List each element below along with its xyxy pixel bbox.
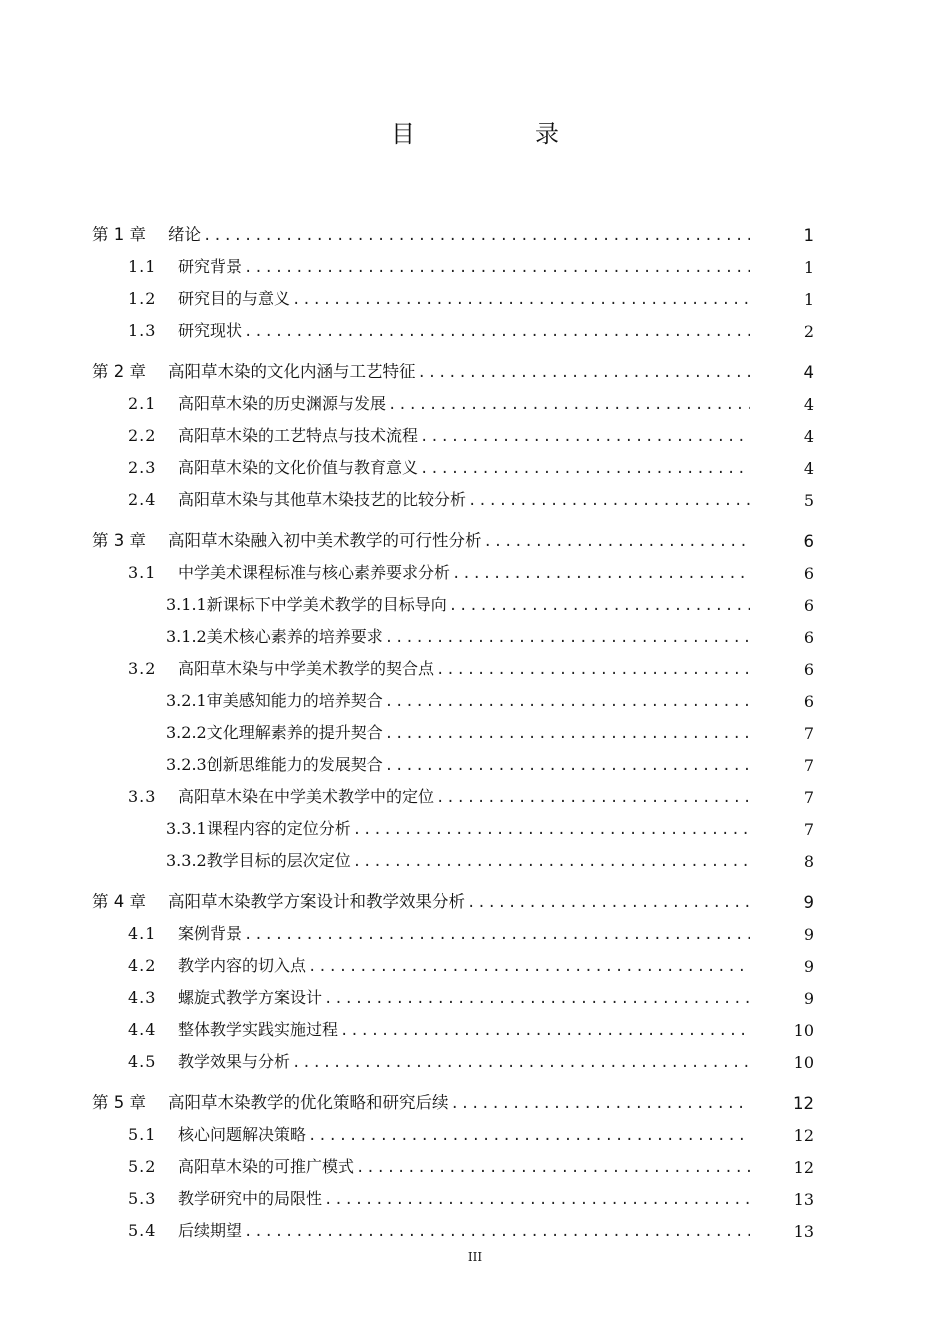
- toc-entry-text: 整体教学实践实施过程: [178, 1020, 339, 1039]
- toc-entry-label: [0, 888, 465, 912]
- toc-entry-label: [0, 358, 416, 382]
- toc-entry-text: 高阳草木染融入初中美术教学的可行性分析: [168, 531, 482, 550]
- toc-entry-text: 高阳草木染与其他草木染技艺的比较分析: [178, 490, 467, 509]
- toc-entry-text: 螺旋式教学方案设计: [178, 988, 323, 1007]
- toc-entry-number: 5.1: [128, 1125, 157, 1144]
- toc-section-entry[interactable]: [0, 557, 950, 583]
- toc-entry-page: [754, 692, 950, 711]
- toc-entry-page: [754, 788, 950, 807]
- toc-leader-dots: [468, 492, 750, 510]
- toc-leader-dots: [436, 661, 750, 679]
- toc-page-number: 6: [803, 564, 814, 583]
- toc-entry-number: 第 4 章: [92, 892, 146, 911]
- toc-entry-page: [754, 989, 950, 1008]
- toc-entry-number: 4.4: [128, 1020, 157, 1039]
- toc-entry-page: [754, 1158, 950, 1177]
- toc-entry-page: [754, 1190, 950, 1209]
- toc-page-number: 1: [803, 258, 814, 277]
- toc-leader-dots: [244, 259, 750, 277]
- toc-entry-page: [754, 1021, 950, 1040]
- toc-entry-text: 高阳草木染的工艺特点与技术流程: [178, 426, 419, 445]
- toc-leader-dots: [356, 1159, 750, 1177]
- toc-entry-page: [754, 427, 950, 446]
- toc-leader-dots: [292, 1054, 750, 1072]
- toc-leader-dots: [451, 1095, 751, 1113]
- toc-section-entry[interactable]: [0, 251, 950, 277]
- toc-entry-text: 高阳草木染与中学美术教学的契合点: [178, 659, 435, 678]
- toc-chapter-entry[interactable]: [0, 219, 950, 245]
- toc-entry-label: [0, 527, 482, 551]
- toc-leader-dots: [449, 597, 750, 615]
- toc-entry-label: [0, 1186, 322, 1209]
- toc-entry-number: 4.2: [128, 956, 157, 975]
- page-number-footer: III: [467, 1250, 483, 1264]
- toc-page-number: 10: [793, 1021, 814, 1040]
- toc-subsection-entry[interactable]: [0, 717, 950, 743]
- toc-entry-text: 研究目的与意义: [178, 289, 291, 308]
- toc-entry-number: 第 5 章: [92, 1093, 146, 1112]
- toc-entry-number: 3.1.2: [166, 627, 207, 646]
- toc-entry-text: 研究背景: [178, 257, 243, 276]
- toc-entry-number: 3.3.1: [166, 819, 207, 838]
- toc-entry-number: 3.1: [128, 563, 157, 582]
- toc-section-entry[interactable]: [0, 1014, 950, 1040]
- toc-entry-page: [754, 363, 950, 382]
- toc-entry-number: 第 3 章: [92, 531, 146, 550]
- toc-entry-number: 2.3: [128, 458, 157, 477]
- toc-entry-page: [754, 322, 950, 341]
- toc-entry-page: [754, 660, 950, 679]
- toc-entry-page: [754, 491, 950, 510]
- toc-entry-text: 教学目标的层次定位: [206, 851, 351, 870]
- toc-page-number: 6: [803, 532, 814, 551]
- toc-page-number: 10: [793, 1053, 814, 1072]
- toc-section-entry[interactable]: [0, 1119, 950, 1145]
- toc-entry-label: [0, 1154, 354, 1177]
- toc-entry-label: [0, 921, 242, 944]
- toc-leader-dots: [292, 291, 750, 309]
- toc-leader-dots: [418, 364, 751, 382]
- toc-subsection-entry[interactable]: [0, 813, 950, 839]
- toc-leader-dots: [244, 323, 750, 341]
- toc-section-entry[interactable]: [0, 950, 950, 976]
- toc-page-number: 6: [803, 628, 814, 647]
- toc-page-number: 4: [803, 427, 814, 446]
- toc-entry-text: 高阳草木染的文化价值与教育意义: [178, 458, 419, 477]
- toc-entry-page: [754, 756, 950, 775]
- toc-chapter-entry[interactable]: [0, 356, 950, 382]
- toc-entry-page: [754, 1094, 950, 1113]
- toc-leader-dots: [385, 693, 750, 711]
- toc-section-entry[interactable]: [0, 420, 950, 446]
- toc-page-number: 7: [803, 788, 814, 807]
- toc-page-number: 6: [803, 596, 814, 615]
- toc-entry-number: 1.1: [128, 257, 157, 276]
- toc-entry-label: [0, 1017, 338, 1040]
- toc-entry-label: [0, 391, 386, 414]
- toc-leader-dots: [420, 428, 750, 446]
- toc-entry-page: [754, 925, 950, 944]
- toc-entry-number: 3.3.2: [166, 851, 207, 870]
- toc-entry-text: 绪论: [168, 225, 201, 244]
- toc-entry-page: [754, 226, 950, 245]
- toc-subsection-entry[interactable]: [0, 685, 950, 711]
- toc-page-number: 7: [803, 756, 814, 775]
- toc-entry-text: 创新思维能力的发展契合: [206, 755, 383, 774]
- toc-entry-label: [0, 1089, 449, 1113]
- toc-entry-text: 审美感知能力的培养契合: [206, 691, 383, 710]
- toc-entry-page: [754, 1053, 950, 1072]
- toc-entry-number: 3.2.3: [166, 755, 207, 774]
- toc-page-number: 2: [803, 322, 814, 341]
- toc-entry-label: [0, 985, 322, 1008]
- toc-entry-number: 2.4: [128, 490, 157, 509]
- toc-entry-text: 高阳草木染的文化内涵与工艺特征: [168, 362, 416, 381]
- toc-page-number: 9: [803, 989, 814, 1008]
- toc-leader-dots: [244, 926, 750, 944]
- toc-entry-page: [754, 596, 950, 615]
- toc-page-number: 4: [803, 363, 814, 382]
- toc-entry-page: [754, 957, 950, 976]
- toc-entry-number: 4.1: [128, 924, 157, 943]
- toc-page-number: 4: [803, 395, 814, 414]
- toc-entry-label: [0, 560, 450, 583]
- toc-page-number: 6: [803, 660, 814, 679]
- toc-entry-label: [0, 1049, 290, 1072]
- toc-entry-label: [0, 656, 434, 679]
- toc-entry-text: 高阳草木染教学的优化策略和研究后续: [168, 1093, 449, 1112]
- toc-entry-page: [754, 258, 950, 277]
- toc-section-entry[interactable]: [0, 653, 950, 679]
- toc-entry-label: [0, 624, 383, 647]
- toc-entry-number: 2.2: [128, 426, 157, 445]
- toc-entry-label: [0, 254, 242, 277]
- toc-entry-label: [0, 487, 466, 510]
- toc-entry-label: [0, 286, 290, 309]
- toc-entry-page: [754, 628, 950, 647]
- toc-entry-label: [0, 953, 306, 976]
- toc-entry-label: [0, 1218, 242, 1241]
- toc-entry-page: [754, 564, 950, 583]
- toc-chapter-entry[interactable]: [0, 886, 950, 912]
- toc-entry-label: [0, 221, 201, 245]
- toc-entry-label: [0, 592, 447, 615]
- toc-entry-number: 4.3: [128, 988, 157, 1007]
- toc-entry-number: 3.1.1: [166, 595, 207, 614]
- toc-entry-number: 第 1 章: [92, 225, 146, 244]
- toc-section-entry[interactable]: [0, 452, 950, 478]
- toc-subsection-entry[interactable]: [0, 621, 950, 647]
- toc-leader-dots: [324, 1191, 750, 1209]
- toc-section-entry[interactable]: [0, 1151, 950, 1177]
- toc-entry-text: 美术核心素养的培养要求: [206, 627, 383, 646]
- toc-section-entry[interactable]: [0, 982, 950, 1008]
- toc-entry-label: [0, 720, 383, 743]
- toc-section-entry[interactable]: [0, 484, 950, 510]
- toc-leader-dots: [308, 1127, 750, 1145]
- toc-page-number: 9: [803, 957, 814, 976]
- toc-leader-dots: [420, 460, 750, 478]
- toc-leader-dots: [203, 227, 750, 245]
- toc-entry-label: [0, 752, 383, 775]
- toc-leader-dots: [436, 789, 750, 807]
- toc-entry-text: 教学内容的切入点: [178, 956, 307, 975]
- toc-entry-number: 1.2: [128, 289, 157, 308]
- toc-page-number: 9: [803, 925, 814, 944]
- toc-leader-dots: [484, 533, 751, 551]
- toc-entry-label: [0, 423, 418, 446]
- toc-leader-dots: [244, 1223, 750, 1241]
- toc-entry-label: [0, 816, 351, 839]
- toc-chapter-entry[interactable]: [0, 1087, 950, 1113]
- toc-page-number: 12: [793, 1094, 814, 1113]
- toc-page-number: 4: [803, 459, 814, 478]
- toc-entry-page: [754, 724, 950, 743]
- toc-leader-dots: [353, 853, 750, 871]
- toc-entry-page: [754, 532, 950, 551]
- toc-entry-text: 教学研究中的局限性: [178, 1189, 323, 1208]
- toc-entry-text: 后续期望: [178, 1221, 243, 1240]
- toc-chapter-entry[interactable]: [0, 525, 950, 551]
- toc-entry-page: [754, 395, 950, 414]
- toc-subsection-entry[interactable]: [0, 845, 950, 871]
- toc-page-number: 5: [803, 491, 814, 510]
- toc-entry-label: [0, 318, 242, 341]
- toc-entry-text: 文化理解素养的提升契合: [206, 723, 383, 742]
- toc-entry-text: 研究现状: [178, 321, 243, 340]
- toc-entry-text: 高阳草木染的历史渊源与发展: [178, 394, 387, 413]
- toc-entry-number: 第 2 章: [92, 362, 146, 381]
- toc-entry-label: [0, 848, 351, 871]
- toc-page-number: 7: [803, 820, 814, 839]
- toc-entry-number: 2.1: [128, 394, 157, 413]
- toc-entry-page: [754, 852, 950, 871]
- toc-entry-page: [754, 1126, 950, 1145]
- toc-page-number: 8: [803, 852, 814, 871]
- toc-section-entry[interactable]: [0, 918, 950, 944]
- toc-entry-text: 核心问题解决策略: [178, 1125, 307, 1144]
- toc-page-number: 12: [793, 1126, 814, 1145]
- toc-leader-dots: [452, 565, 750, 583]
- toc-entry-number: 3.2.2: [166, 723, 207, 742]
- toc-entry-page: [754, 820, 950, 839]
- toc-page-number: 9: [803, 893, 814, 912]
- toc-page-number: 1: [803, 290, 814, 309]
- toc-leader-dots: [353, 821, 750, 839]
- toc-section-entry[interactable]: [0, 315, 950, 341]
- toc-title: 目 录: [391, 120, 607, 148]
- toc-section-entry[interactable]: [0, 1046, 950, 1072]
- toc-entry-page: [754, 893, 950, 912]
- toc-entry-number: 5.2: [128, 1157, 157, 1176]
- toc-section-entry[interactable]: [0, 1215, 950, 1241]
- toc-page-number: 6: [803, 692, 814, 711]
- toc-entry-text: 高阳草木染教学方案设计和教学效果分析: [168, 892, 465, 911]
- toc-entry-label: [0, 688, 383, 711]
- toc-leader-dots: [308, 958, 750, 976]
- toc-entry-number: 3.2.1: [166, 691, 207, 710]
- toc-entry-text: 课程内容的定位分析: [206, 819, 351, 838]
- toc-entry-label: [0, 784, 434, 807]
- toc-entry-number: 1.3: [128, 321, 157, 340]
- toc-leader-dots: [340, 1022, 750, 1040]
- toc-entry-number: 4.5: [128, 1052, 157, 1071]
- toc-subsection-entry[interactable]: [0, 749, 950, 775]
- toc-page-number: 12: [793, 1158, 814, 1177]
- toc-entry-text: 案例背景: [178, 924, 243, 943]
- toc-leader-dots: [385, 757, 750, 775]
- toc-leader-dots: [324, 990, 750, 1008]
- toc-section-entry[interactable]: [0, 283, 950, 309]
- toc-leader-dots: [388, 396, 750, 414]
- toc-entry-label: [0, 455, 418, 478]
- toc-leader-dots: [385, 725, 750, 743]
- toc-entry-number: 3.2: [128, 659, 157, 678]
- toc-page-number: 7: [803, 724, 814, 743]
- toc-leader-dots: [385, 629, 750, 647]
- toc-entry-number: 5.4: [128, 1221, 157, 1240]
- toc-entry-page: [754, 290, 950, 309]
- toc-section-entry[interactable]: [0, 781, 950, 807]
- toc-section-entry[interactable]: [0, 388, 950, 414]
- toc-page-number: 13: [793, 1222, 814, 1241]
- toc-entry-text: 教学效果与分析: [178, 1052, 291, 1071]
- toc-entry-page: [754, 459, 950, 478]
- toc-entry-text: 新课标下中学美术教学的目标导向: [206, 595, 447, 614]
- toc-entry-label: [0, 1122, 306, 1145]
- toc-entry-text: 中学美术课程标准与核心素养要求分析: [178, 563, 451, 582]
- toc-subsection-entry[interactable]: [0, 589, 950, 615]
- toc-entry-number: 3.3: [128, 787, 157, 806]
- toc-leader-dots: [467, 894, 750, 912]
- toc-section-entry[interactable]: [0, 1183, 950, 1209]
- toc-page-number: 1: [803, 226, 814, 245]
- toc-entry-page: [754, 1222, 950, 1241]
- toc-entry-number: 5.3: [128, 1189, 157, 1208]
- toc-entry-text: 高阳草木染在中学美术教学中的定位: [178, 787, 435, 806]
- toc-entry-text: 高阳草木染的可推广模式: [178, 1157, 355, 1176]
- toc-page-number: 13: [793, 1190, 814, 1209]
